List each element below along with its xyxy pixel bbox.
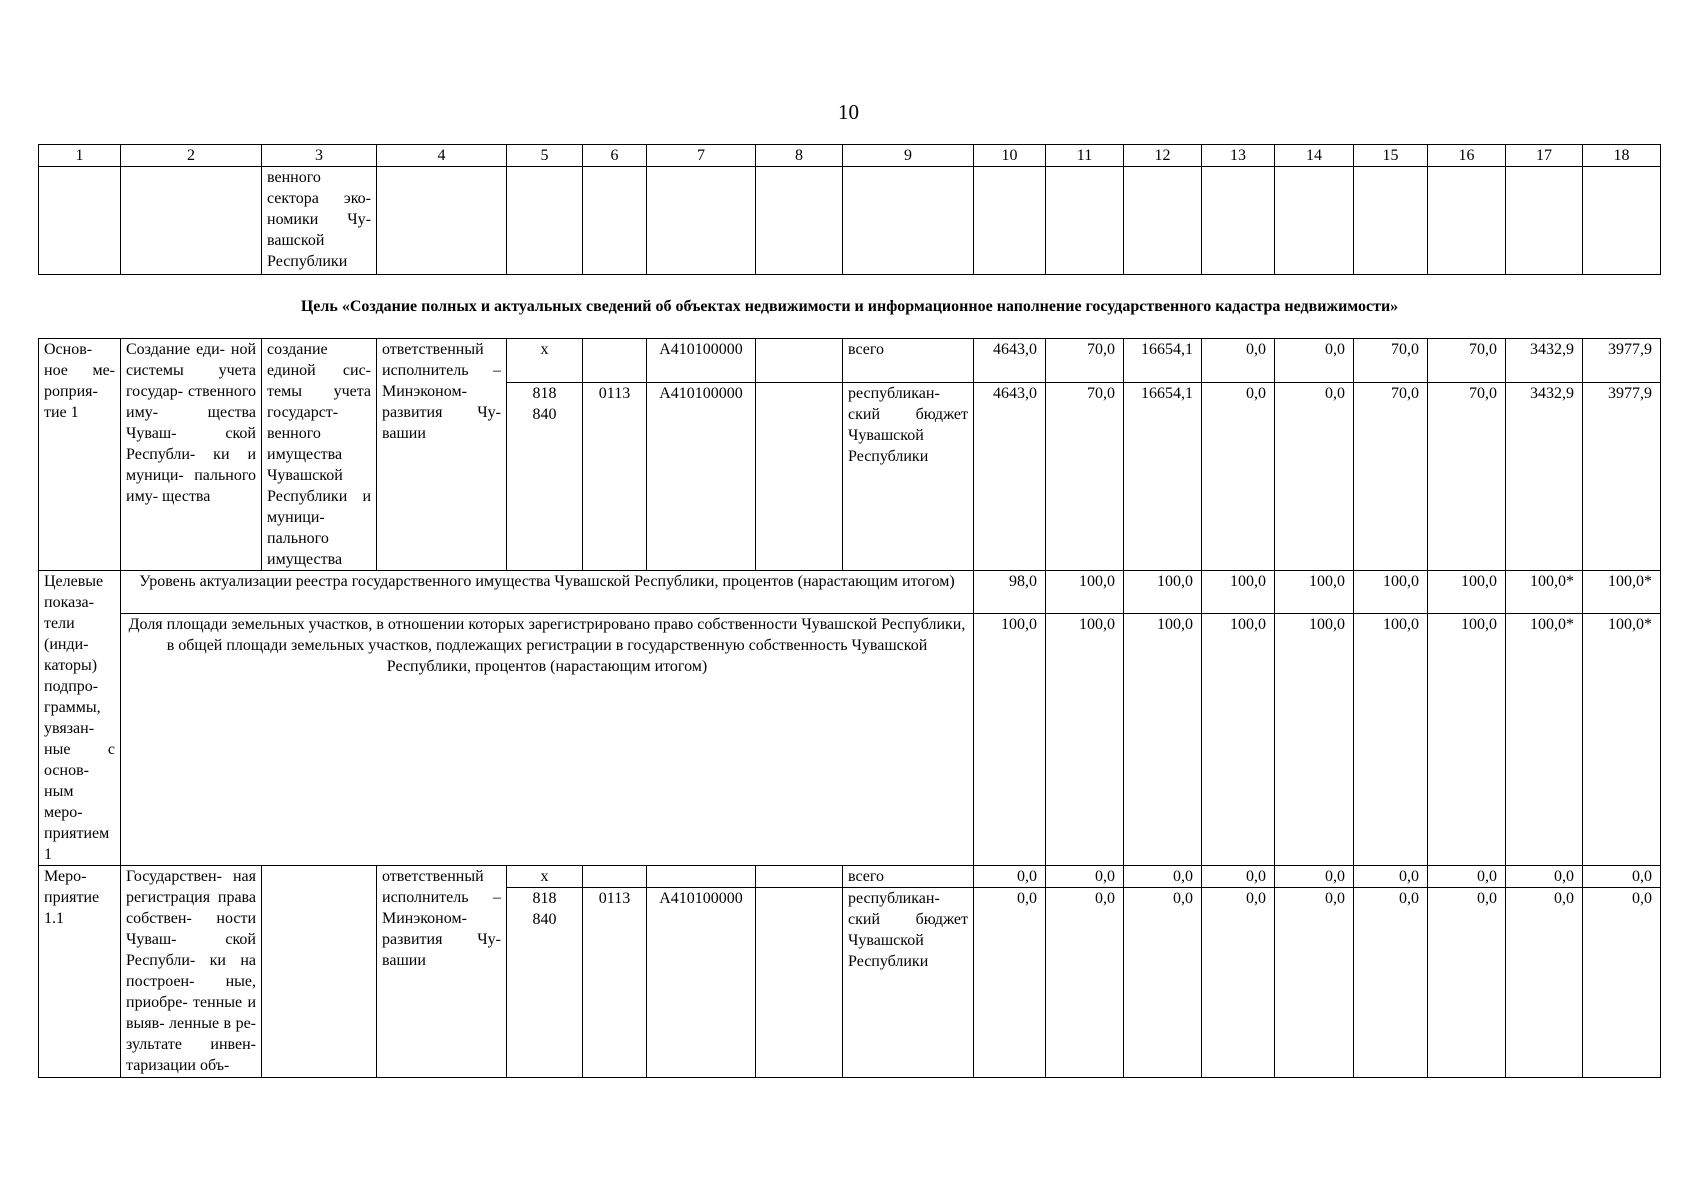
main-event-executor: ответственный исполнитель – Минэконом- развития Чу- вашии — [377, 339, 507, 571]
main-event-row-total — [39, 339, 1661, 383]
event-executor: ответственный исполнитель – Минэконом- развития Чу- вашии — [377, 866, 507, 1078]
section-code — [583, 866, 647, 888]
event-1-1-row-total — [39, 866, 1661, 888]
value-cell: 3977,9 — [1583, 339, 1661, 383]
funding-source: республикан- ский бюджет Чувашской Республики — [843, 888, 974, 1078]
expense-type — [756, 888, 843, 1078]
col-num: 9 — [843, 145, 974, 167]
col-num: 2 — [121, 145, 262, 167]
target-article-code: А410100000 — [647, 339, 756, 383]
value-cell: 0,0 — [1202, 866, 1275, 888]
funding-source: всего — [843, 866, 974, 888]
value-cell: 3432,9 — [1506, 383, 1583, 571]
value-cell: 0,0 — [1124, 888, 1202, 1078]
value-cell: 100,0 — [1046, 614, 1124, 866]
expense-type — [756, 339, 843, 383]
carryover-row — [39, 167, 1661, 275]
value-cell: 100,0* — [1506, 571, 1583, 614]
page-number: 10 — [838, 100, 859, 124]
target-article-code — [647, 866, 756, 888]
value-cell: 70,0 — [1428, 339, 1506, 383]
value-cell: 16654,1 — [1124, 383, 1202, 571]
funding-source: всего — [843, 339, 974, 383]
value-cell: 100,0 — [1202, 571, 1275, 614]
main-event-type: Основ- ное ме- роприя- тие 1 — [39, 339, 121, 571]
value-cell: 0,0 — [1506, 888, 1583, 1078]
col-num: 10 — [974, 145, 1046, 167]
goal-row — [39, 275, 1661, 339]
value-cell: 100,0 — [1428, 571, 1506, 614]
value-cell: 100,0 — [974, 614, 1046, 866]
col-num: 15 — [1354, 145, 1428, 167]
value-cell: 70,0 — [1354, 339, 1428, 383]
carryover-goal-text: венного сектора эко- номики Чу- вашской Республики — [262, 167, 377, 275]
col-num: 7 — [647, 145, 756, 167]
section-code: 0113 — [583, 888, 647, 1078]
value-cell: 0,0 — [974, 866, 1046, 888]
value-cell: 16654,1 — [1124, 339, 1202, 383]
expense-type — [756, 866, 843, 888]
indicator-text: Уровень актуализации реестра государственного имущества Чувашской Республики, процентов (нарастающим итогом) — [121, 571, 974, 614]
value-cell: 100,0 — [1275, 571, 1354, 614]
value-cell: 100,0* — [1506, 614, 1583, 866]
value-cell: 100,0 — [1046, 571, 1124, 614]
col-num: 8 — [756, 145, 843, 167]
value-cell: 0,0 — [974, 888, 1046, 1078]
col-num: 6 — [583, 145, 647, 167]
value-cell: 98,0 — [974, 571, 1046, 614]
value-cell: 0,0 — [1428, 866, 1506, 888]
value-cell: 100,0 — [1202, 614, 1275, 866]
target-article-code: А410100000 — [647, 383, 756, 571]
target-article-code: А410100000 — [647, 888, 756, 1078]
value-cell: 70,0 — [1354, 383, 1428, 571]
value-cell: 0,0 — [1275, 339, 1354, 383]
value-cell: 0,0 — [1506, 866, 1583, 888]
value-cell: 0,0 — [1354, 888, 1428, 1078]
budget-code: 818 840 — [507, 383, 583, 571]
main-event-name: Создание еди- ной системы учета государ- ственного иму- щества Чуваш- ской Республи- ки и муници- пального иму- щества — [121, 339, 262, 571]
value-cell: 100,0 — [1124, 571, 1202, 614]
column-number-row — [39, 145, 1661, 167]
value-cell: 3977,9 — [1583, 383, 1661, 571]
col-num: 4 — [377, 145, 507, 167]
budget-code: х — [507, 339, 583, 383]
funding-source: республикан- ский бюджет Чувашской Республики — [843, 383, 974, 571]
event-name: Государствен- ная регистрация права собствен- ности Чуваш- ской Республи- ки на построен- ные, приобре- тенные и выяв- ленные в ре- зультате инвен- таризации объ- — [121, 866, 262, 1078]
value-cell: 70,0 — [1046, 339, 1124, 383]
indicator-row — [39, 614, 1661, 866]
value-cell: 0,0 — [1202, 888, 1275, 1078]
value-cell: 0,0 — [1046, 888, 1124, 1078]
budget-table — [38, 144, 1661, 1078]
value-cell: 0,0 — [1275, 888, 1354, 1078]
value-cell: 0,0 — [1202, 383, 1275, 571]
value-cell: 100,0* — [1583, 571, 1661, 614]
value-cell: 100,0* — [1583, 614, 1661, 866]
col-num: 16 — [1428, 145, 1506, 167]
budget-code: 818 840 — [507, 888, 583, 1078]
indicator-row — [39, 571, 1661, 614]
value-cell: 70,0 — [1428, 383, 1506, 571]
col-num: 14 — [1275, 145, 1354, 167]
event-type: Меро- приятие 1.1 — [39, 866, 121, 1078]
value-cell: 0,0 — [1583, 888, 1661, 1078]
col-num: 17 — [1506, 145, 1583, 167]
col-num: 13 — [1202, 145, 1275, 167]
value-cell: 0,0 — [1124, 866, 1202, 888]
value-cell: 70,0 — [1046, 383, 1124, 571]
value-cell: 100,0 — [1428, 614, 1506, 866]
value-cell: 100,0 — [1354, 571, 1428, 614]
col-num: 1 — [39, 145, 121, 167]
value-cell: 100,0 — [1354, 614, 1428, 866]
main-event-goal-text: создание единой сис- темы учета государст- венного имущества Чувашской Республики и муници- пального имущества — [262, 339, 377, 571]
goal-heading: Цель «Создание полных и актуальных сведений об объектах недвижимости и информационное наполнение государственного кадастра недвижимости» — [39, 275, 1661, 339]
section-code: 0113 — [583, 383, 647, 571]
value-cell: 0,0 — [1275, 866, 1354, 888]
value-cell: 0,0 — [1275, 383, 1354, 571]
indicators-label: Целевые показа- тели (инди- каторы) подпро- граммы, увязан- ные с основ- ным меро- приятием 1 — [39, 571, 121, 866]
col-num: 18 — [1583, 145, 1661, 167]
section-code — [583, 339, 647, 383]
col-num: 3 — [262, 145, 377, 167]
col-num: 11 — [1046, 145, 1124, 167]
value-cell: 4643,0 — [974, 339, 1046, 383]
indicator-text: Доля площади земельных участков, в отношении которых зарегистрировано право собственности Чувашской Республики, в общей площади земельных участков, подлежащих регистрации в государственную собственность Чувашской Республики, процентов (нарастающим итогом) — [121, 614, 974, 866]
value-cell: 0,0 — [1046, 866, 1124, 888]
event-goal-text — [262, 866, 377, 1078]
col-num: 5 — [507, 145, 583, 167]
col-num: 12 — [1124, 145, 1202, 167]
value-cell: 0,0 — [1354, 866, 1428, 888]
value-cell: 0,0 — [1202, 339, 1275, 383]
value-cell: 100,0 — [1124, 614, 1202, 866]
budget-code: х — [507, 866, 583, 888]
value-cell: 3432,9 — [1506, 339, 1583, 383]
expense-type — [756, 383, 843, 571]
value-cell: 0,0 — [1428, 888, 1506, 1078]
value-cell: 100,0 — [1275, 614, 1354, 866]
value-cell: 0,0 — [1583, 866, 1661, 888]
value-cell: 4643,0 — [974, 383, 1046, 571]
